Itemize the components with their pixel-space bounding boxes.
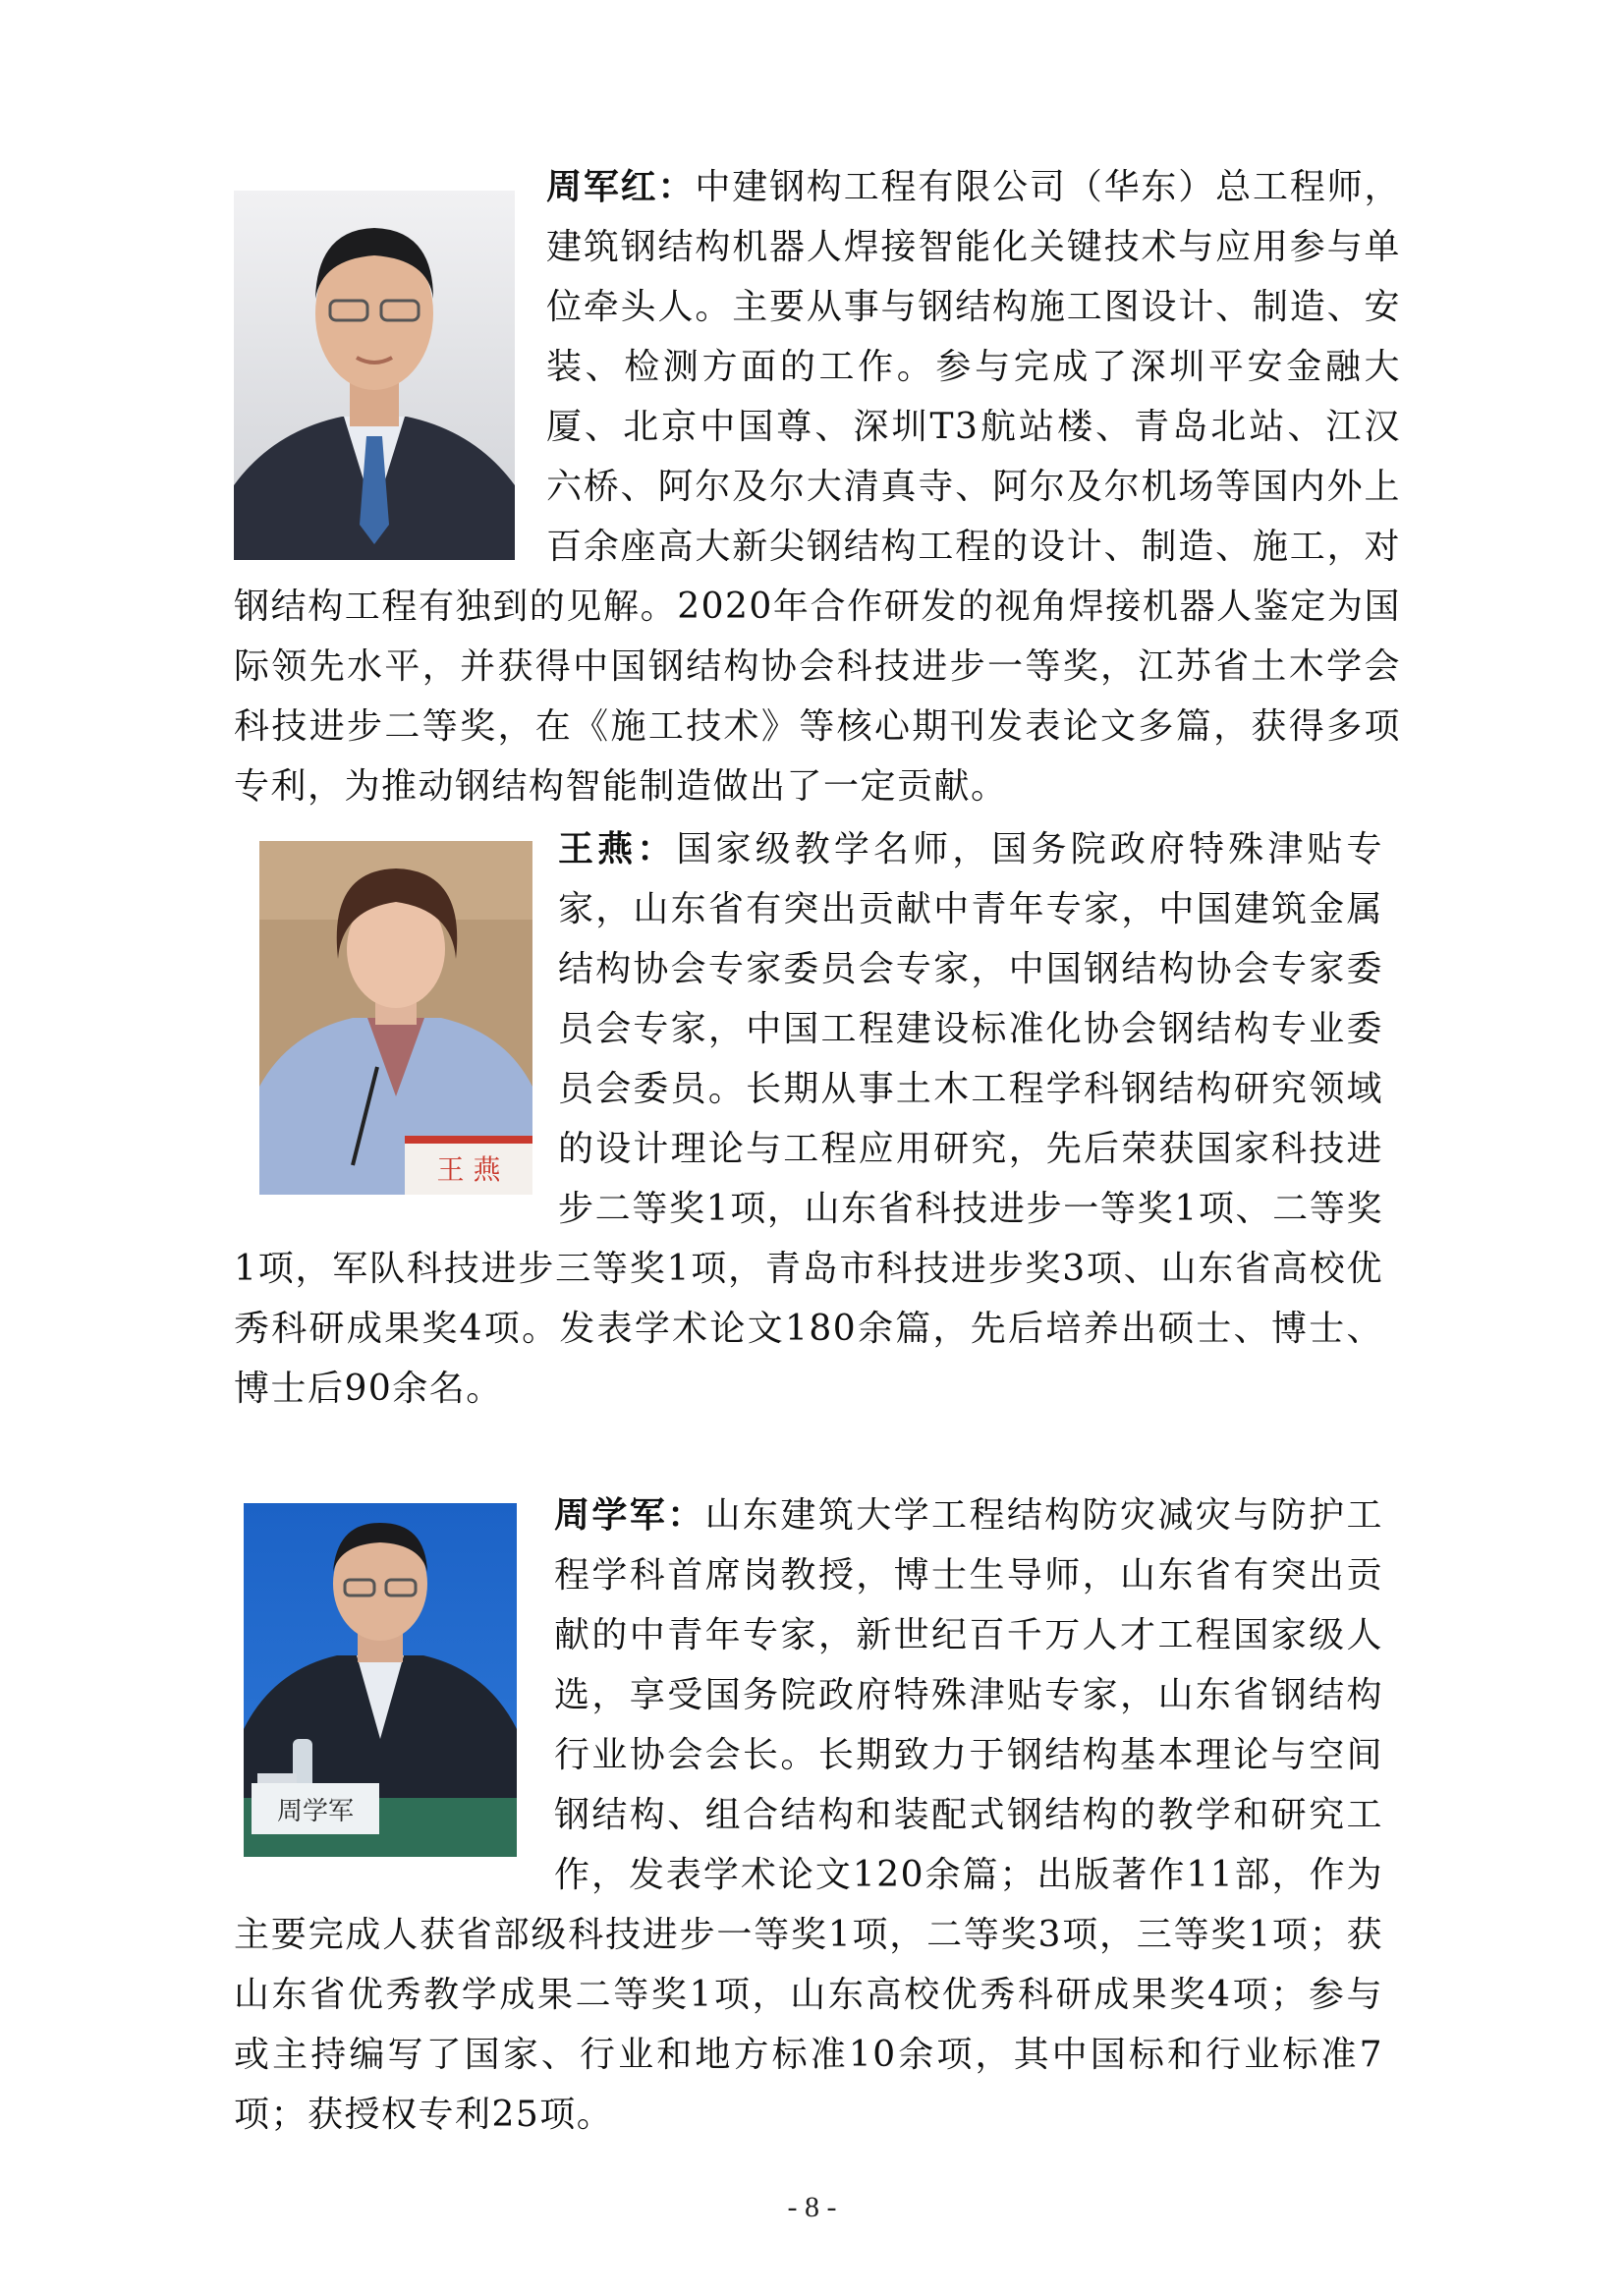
nameplate-text: 周学军 (276, 1797, 355, 1826)
portrait-photo-zhou-junhong (234, 191, 515, 560)
portrait-man-suit-icon (234, 191, 515, 560)
portrait-man-conference-icon (244, 1503, 517, 1857)
page-number: - 8 - (787, 2191, 837, 2223)
nameplate-text: 王 燕 (436, 1153, 501, 1186)
bio-text: 国家级教学名师，国务院政府特殊津贴专家，山东省有突出贡献中青年专家，中国建筑金属结构协会专家委员会专家，中国钢结构协会专家委员会专家，中国工程建设标准化协会钢结构专业委员会委员。长期从事土木工程学科钢结构研究领域的设计理论与工程应用研究，先后荣获国家科技进步二等奖1项，山东省科技进步一等奖1项、二等奖1项，军队科技进步三等奖1项，青岛市科技进步奖3项、山东省高校优秀科研成果奖4项。发表学术论文180余篇，先后培养出硕士、博士、博士后90余名。 (234, 829, 1383, 1409)
portrait-photo-wang-yan (259, 841, 532, 1195)
bio-zhou-junhong (234, 157, 1401, 816)
bio-text: 山东建筑大学工程结构防灾减灾与防护工程学科首席岗教授，博士生导师，山东省有突出贡献的中青年专家，新世纪百千万人才工程国家级人选，享受国务院政府特殊津贴专家，山东省钢结构行业协会会长。长期致力于钢结构基本理论与空间钢结构、组合结构和装配式钢结构的教学和研究工作，发表学术论文120余篇；出版著作11部，作为主要完成人获省部级科技进步一等奖1项，二等奖3项，三等奖1项；获山东省优秀教学成果二等奖1项，山东高校优秀科研成果奖4项；参与或主持编写了国家、行业和地方标准10余项，其中国标和行业标准7项；获授权专利25项。 (234, 1495, 1383, 2135)
bio-wang-yan (234, 819, 1383, 1419)
bio-name: 王燕： (558, 829, 677, 869)
bio-name: 周军红： (546, 167, 696, 207)
bio-name: 周学军： (554, 1495, 705, 1536)
portrait-woman-speaking-icon (259, 841, 532, 1195)
bio-zhou-xuejun (234, 1485, 1383, 2145)
bio-text: 中建钢构工程有限公司（华东）总工程师，建筑钢结构机器人焊接智能化关键技术与应用参与单位牵头人。主要从事与钢结构施工图设计、制造、安装、检测方面的工作。参与完成了深圳平安金融大厦、北京中国尊、深圳T3航站楼、青岛北站、江汉六桥、阿尔及尔大清真寺、阿尔及尔机场等国内外上百余座高大新尖钢结构工程的设计、制造、施工，对钢结构工程有独到的见解。2020年合作研发的视角焊接机器人鉴定为国际领先水平，并获得中国钢结构协会科技进步一等奖，江苏省土木学会科技进步二等奖，在《施工技术》等核心期刊发表论文多篇，获得多项专利，为推动钢结构智能制造做出了一定贡献。 (234, 167, 1401, 807)
portrait-photo-zhou-xuejun (244, 1503, 517, 1857)
